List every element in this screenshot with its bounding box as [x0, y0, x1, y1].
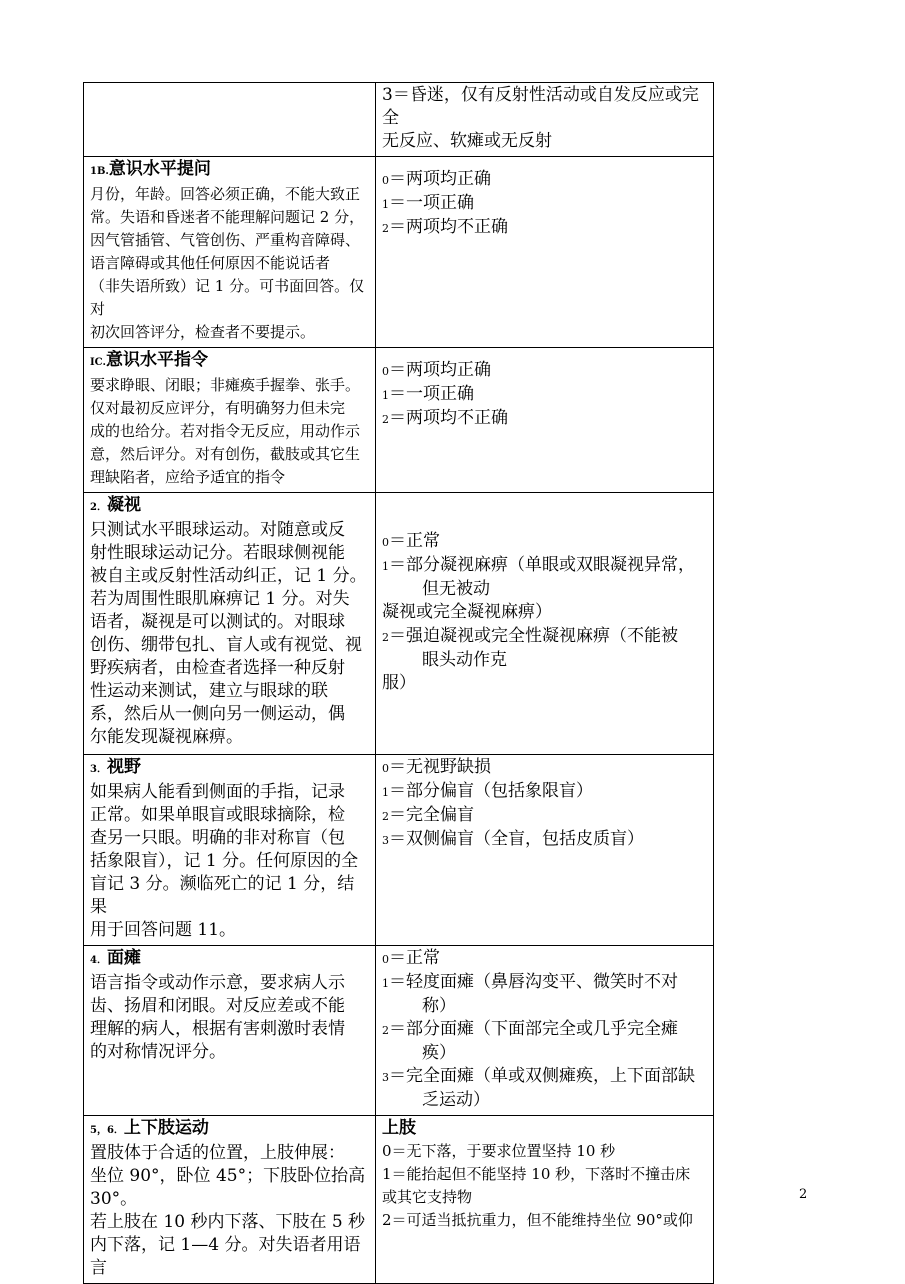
row-4-left — [84, 946, 376, 1116]
item-number: IC. — [90, 357, 106, 368]
text-line: 如果病人能看到侧面的手指，记录 — [90, 782, 345, 802]
table-row — [84, 493, 714, 755]
row-5-left — [84, 1116, 376, 1284]
score-option: 0＝正常 — [382, 948, 440, 968]
row-0-right — [376, 83, 714, 157]
text-line: 被自主或反射性活动纠正，记 1 分。 — [90, 566, 367, 586]
table-row — [84, 946, 714, 1116]
score-option: 2＝两项均不正确 — [382, 217, 508, 237]
score-option: 1＝一项正确 — [382, 193, 474, 213]
text-line: 性运动来测试，建立与眼球的联 — [90, 681, 328, 701]
text-line: 0＝无下落，于要求位置坚持 10 秒 — [382, 1142, 616, 1160]
score-option: 0＝无视野缺损 — [382, 757, 491, 777]
text-line: 要求睁眼、闭眼；非瘫痪手握拳、张手。 — [90, 376, 361, 394]
table-row — [84, 1116, 714, 1284]
page-number: 2 — [799, 1187, 808, 1202]
score-option: 2＝完全偏盲 — [382, 805, 474, 825]
row-1c-left — [84, 348, 376, 493]
item-number: 2． — [90, 502, 107, 513]
text-line: 语者，凝视是可以测试的。对眼球 — [90, 612, 345, 632]
row-1b-left — [84, 157, 376, 348]
text-line: 无反应、软瘫或无反射 — [382, 131, 552, 151]
text-line: 齿、扬眉和闭眼。对反应差或不能 — [90, 996, 345, 1016]
item-title: 意识水平提问 — [108, 159, 211, 179]
item-title: 视野 — [106, 757, 141, 777]
table-row — [84, 348, 714, 493]
text-line: 括象限盲），记 1 分。任何原因的全 — [90, 851, 359, 871]
score-option: 凝视或完全凝视麻痹） — [382, 602, 552, 622]
text-line: 理解的病人，根据有害刺激时表情 — [90, 1019, 345, 1039]
score-option: 0＝两项均正确 — [382, 360, 491, 380]
text-line: 常。失语和昏迷者不能理解问题记 2 分， — [90, 208, 365, 226]
upper-limb-heading: 上肢 — [382, 1118, 416, 1138]
text-line: 盲记 3 分。濒临死亡的记 1 分，结果 — [90, 874, 355, 917]
text-line: 射性眼球运动记分。若眼球侧视能 — [90, 543, 345, 563]
score-option: 服） — [382, 673, 416, 693]
row-5-right — [376, 1116, 714, 1284]
score-option: 3＝完全面瘫（单或双侧瘫痪，上下面部缺 乏运动） — [382, 1066, 695, 1110]
text-line: 用于回答问题 11。 — [90, 920, 237, 940]
text-line: 语言指令或动作示意，要求病人示 — [90, 973, 345, 993]
text-line: 置肢体于合适的位置，上肢伸展： — [90, 1143, 345, 1163]
row-4-right — [376, 946, 714, 1116]
text-line: 内下落，记 1—4 分。对失语者用语言 — [90, 1235, 361, 1278]
score-option: 1＝部分凝视麻痹（单眼或双眼凝视异常， 但无被动 — [382, 555, 695, 599]
text-line: 初次回答评分，检查者不要提示。 — [90, 323, 316, 341]
text-line: 查另一只眼。明确的非对称盲（包 — [90, 828, 345, 848]
score-option: 3＝双侧偏盲（全盲，包括皮质盲） — [382, 829, 644, 849]
score-option: 0＝正常 — [382, 531, 440, 551]
score-option: 1＝部分偏盲（包括象限盲） — [382, 781, 593, 801]
row-3-left — [84, 755, 376, 946]
row-2-right — [376, 493, 714, 755]
score-option: 0＝两项均正确 — [382, 169, 491, 189]
nihss-table — [83, 82, 714, 1284]
text-line: 若为周围性眼肌麻痹记 1 分。对失 — [90, 589, 350, 609]
text-line: 坐位 90°，卧位 45°；下肢卧位抬高 30°。 — [90, 1166, 366, 1209]
text-line: 语言障碍或其他任何原因不能说话者 — [90, 254, 331, 272]
text-line: （非失语所致）记 1 分。可书面回答。仅对 — [90, 277, 365, 318]
row-1b-right — [376, 157, 714, 348]
item-title: 凝视 — [106, 495, 141, 515]
text-line: 系，然后从一侧向另一侧运动，偶 — [90, 704, 345, 724]
text-line: 尔能发现凝视麻痹。 — [90, 727, 243, 747]
score-option: 1＝轻度面瘫（鼻唇沟变平、微笑时不对 称） — [382, 972, 678, 1016]
item-number: 1B. — [90, 166, 109, 177]
text-line: 创伤、绷带包扎、盲人或有视觉、视 — [90, 635, 362, 655]
score-option: 2＝部分面瘫（下面部完全或几乎完全瘫 痪） — [382, 1019, 678, 1063]
score-option: 2＝两项均不正确 — [382, 408, 508, 428]
item-title: 面瘫 — [106, 948, 141, 968]
text-line: 意，然后评分。对有创伤，截肢或其它生 — [90, 445, 361, 463]
text-line: 若上肢在 10 秒内下落、下肢在 5 秒 — [90, 1212, 366, 1232]
row-0-left — [84, 83, 376, 157]
table-row — [84, 83, 714, 157]
text-line: 2＝可适当抵抗重力，但不能维持坐位 90°或仰 — [382, 1211, 693, 1229]
table-row — [84, 157, 714, 348]
text-line: 正常。如果单眼盲或眼球摘除，检 — [90, 805, 345, 825]
text-line: 仅对最初反应评分，有明确努力但未完 — [90, 399, 346, 417]
text-line: 成的也给分。若对指令无反应，用动作示 — [90, 422, 361, 440]
text-line: 因气管插管、气管创伤、严重构音障碍、 — [90, 231, 361, 249]
row-2-left — [84, 493, 376, 755]
text-line: 理缺陷者，应给予适宜的指令 — [90, 468, 286, 486]
item-title: 意识水平指令 — [105, 350, 208, 370]
text-line: 或其它支持物 — [382, 1188, 473, 1206]
row-3-right — [376, 755, 714, 946]
text-line: 只测试水平眼球运动。对随意或反 — [90, 520, 345, 540]
score-option: 1＝一项正确 — [382, 384, 474, 404]
item-number: 3． — [90, 764, 107, 775]
text-line: 月份，年龄。回答必须正确，不能大致正 — [90, 185, 361, 203]
item-number: 5，6． — [90, 1125, 124, 1136]
item-title: 上下肢运动 — [123, 1118, 209, 1138]
text-line: 3＝昏迷，仅有反射性活动或自发反应或完全 — [382, 85, 699, 128]
text-line: 1＝能抬起但不能坚持 10 秒，下落时不撞击床 — [382, 1165, 691, 1183]
table-row — [84, 755, 714, 946]
text-line: 野疾病者，由检查者选择一种反射 — [90, 658, 345, 678]
score-option: 2＝强迫凝视或完全性凝视麻痹（不能被 眼头动作克 — [382, 626, 678, 670]
row-1c-right — [376, 348, 714, 493]
item-number: 4． — [90, 955, 107, 966]
text-line: 的对称情况评分。 — [90, 1042, 226, 1062]
